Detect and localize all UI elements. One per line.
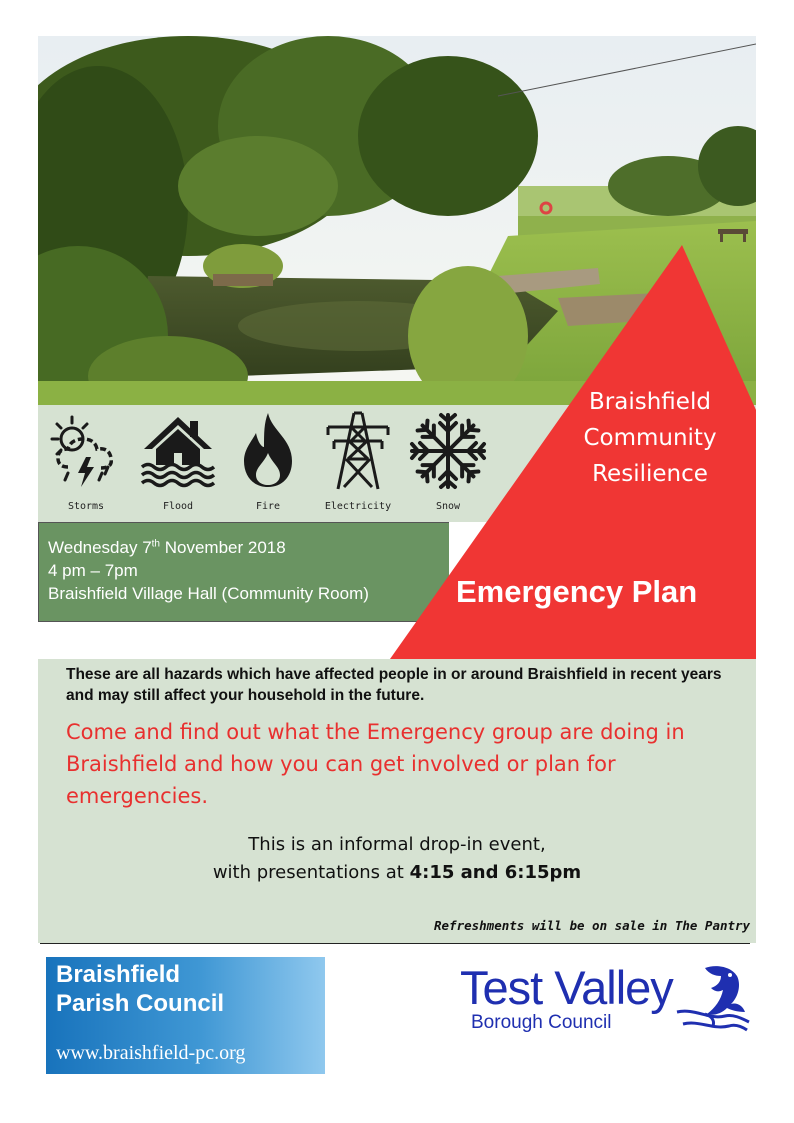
hazard-label: Electricity [324, 501, 392, 512]
event-venue: Braishfield Village Hall (Community Room) [48, 584, 369, 603]
storm-icon [46, 409, 126, 491]
parish-name-line-1: Braishfield [56, 961, 181, 988]
refreshments-note: Refreshments will be on sale in The Pantry [434, 918, 751, 933]
borough-subtitle: Borough Council [471, 1012, 612, 1033]
event-date: Wednesday 7th November 2018 [48, 538, 286, 557]
flood-house-icon [138, 409, 218, 491]
borough-name: Test Valley [460, 961, 673, 1014]
invite-text: Come and find out what the Emergency group are doing in Braishfield and how you can get involved or plan for emergencies. [66, 720, 685, 808]
title-line-3: Resilience [592, 461, 708, 487]
hazard-label: Fire [255, 501, 281, 512]
hazard-label: Flood [162, 501, 194, 512]
test-valley-logo [460, 960, 750, 1040]
hazard-electricity [318, 409, 398, 519]
parish-website-link[interactable]: www.braishfield-pc.org [56, 1042, 246, 1064]
fire-icon [228, 409, 308, 491]
title-line-1: Braishfield [589, 389, 711, 415]
hazard-storms [46, 409, 126, 519]
hazard-label: Storms [67, 501, 105, 512]
event-time: 4 pm – 7pm [48, 561, 138, 580]
hazard-label: Snow [435, 501, 461, 512]
hazard-flood [138, 409, 218, 519]
fish-icon [675, 962, 750, 1034]
event-details-box [38, 522, 449, 622]
pylon-icon [318, 409, 398, 491]
intro-text: These are all hazards which have affected people in or around Braishfield in recent years and may still affect your household in the future. [66, 666, 722, 704]
dropin-line-2: with presentations at 4:15 and 6:15pm [212, 862, 582, 883]
dropin-line-1: This is an informal drop-in event, [248, 834, 546, 855]
parish-name-line-2: Parish Council [56, 990, 225, 1017]
emergency-plan-heading: Emergency Plan [456, 574, 698, 609]
parish-council-logo [46, 957, 325, 1074]
title-line-2: Community [583, 425, 717, 451]
presentation-times: 4:15 and 6:15pm [409, 862, 582, 883]
footer-divider [40, 943, 750, 944]
hazard-fire [228, 409, 308, 519]
